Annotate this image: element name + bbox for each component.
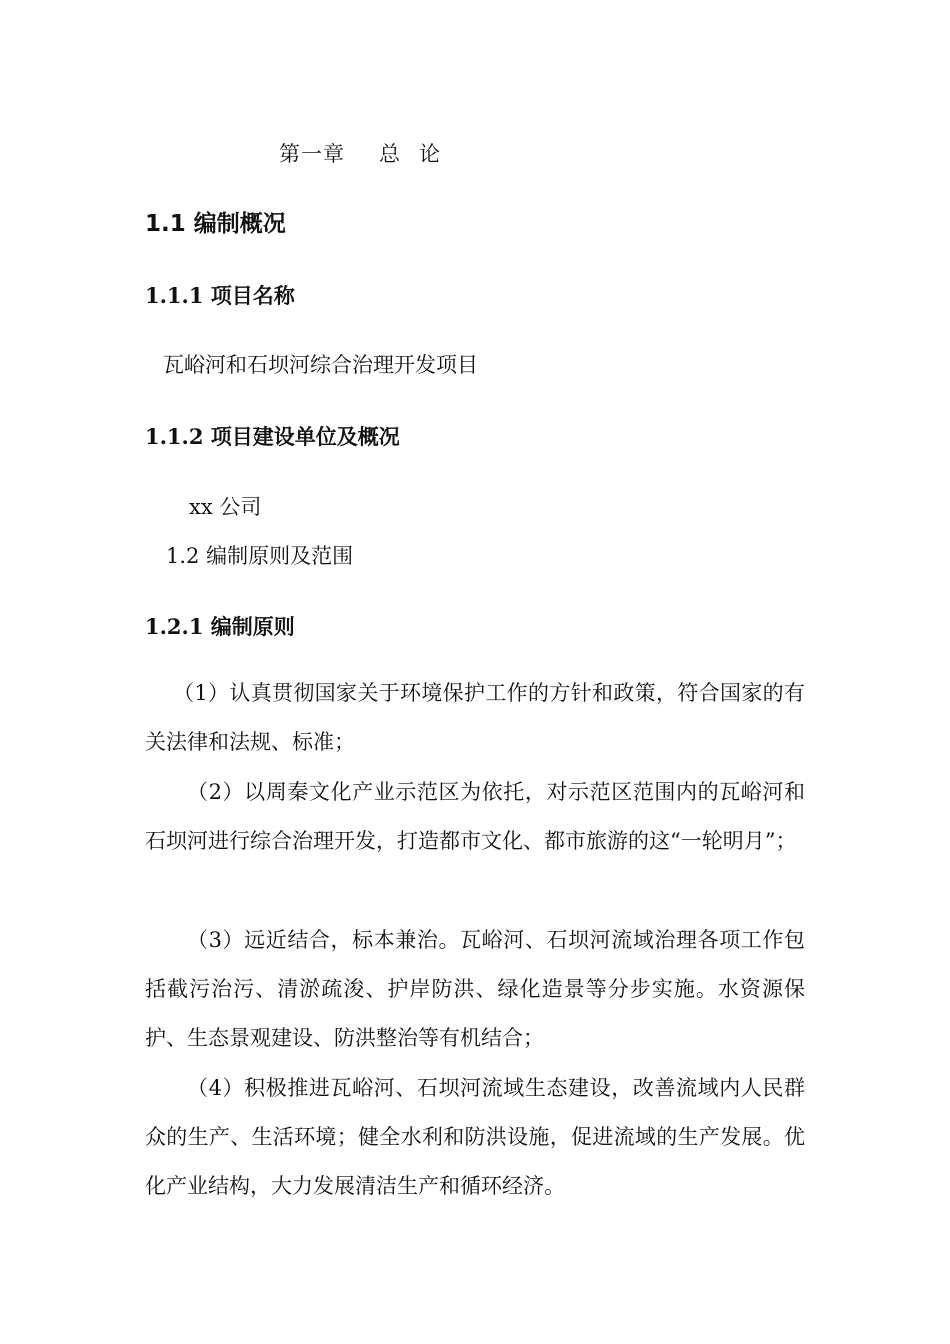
section-1-1-1-heading: 1.1.1 项目名称 [145,283,295,308]
principle-paragraph-4: （4）积极推进瓦峪河、石坝河流域生态建设，改善流域内人民群众的生产、生活环境；健全水利和防洪设施，促进流域的生产发展。优化产业结构，大力发展清洁生产和循环经济。 [145,1076,805,1198]
principle-paragraph-2: （2）以周秦文化产业示范区为依托，对示范区范围内的瓦峪河和石坝河进行综合治理开发，打造都市文化、都市旅游的这“一轮明月”； [145,780,805,853]
project-name: 瓦峪河和石坝河综合治理开发项目 [163,353,478,377]
chapter-title-char-2: 论 [419,142,441,166]
section-1-2-heading: 1.2 编制原则及范围 [166,544,354,568]
principle-paragraph-3: （3）远近结合，标本兼治。瓦峪河、石坝河流域治理各项工作包括截污治污、清淤疏浚、护岸防洪、绿化造景等分步实施。水资源保护、生态景观建设、防洪整治等有机结合； [145,928,805,1050]
chapter-prefix: 第一章 [279,142,345,166]
section-1-1-2-heading: 1.1.2 项目建设单位及概况 [145,424,400,449]
section-1-2-1-heading: 1.2.1 编制原则 [145,614,295,639]
chapter-title [279,138,441,168]
company-name: xx 公司 [189,495,262,519]
section-1-1-heading: 1.1 编制概况 [145,211,286,237]
principle-paragraph-1: （1）认真贯彻国家关于环境保护工作的方针和政策，符合国家的有关法律和法规、标准； [145,681,805,754]
chapter-title-char-1: 总 [379,142,401,166]
